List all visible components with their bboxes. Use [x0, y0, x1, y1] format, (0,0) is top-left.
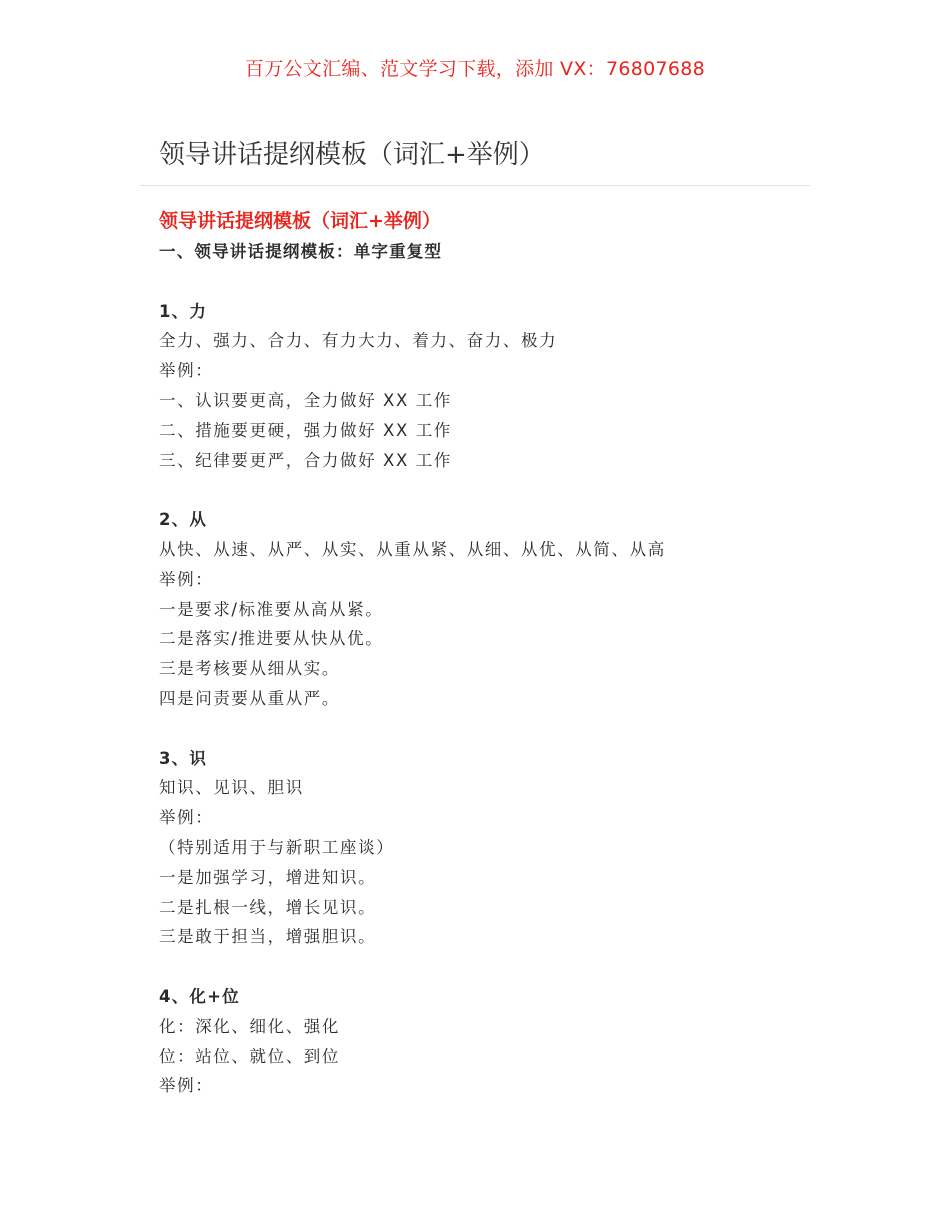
text-line: 二、措施要更硬，强力做好 XX 工作 [159, 420, 452, 440]
text-line: 位：站位、就位、到位 [159, 1046, 340, 1066]
text-line: 三是敢于担当，增强胆识。 [159, 927, 377, 947]
text-line: 一、认识要更高，全力做好 XX 工作 [159, 390, 452, 410]
spacer [159, 267, 779, 297]
title-divider [140, 185, 810, 186]
text-line: 从快、从速、从严、从实、从重从紧、从细、从优、从简、从高 [159, 539, 666, 559]
text-line: 举例： [159, 569, 214, 589]
document-body [159, 205, 779, 1101]
header-banner: 百万公文汇编、范文学习下载，添加 VX：76807688 [244, 58, 706, 80]
text-line: 举例： [159, 361, 214, 381]
text-line: （特别适用于与新职工座谈） [159, 837, 395, 857]
text-line: 化：深化、细化、强化 [159, 1016, 340, 1036]
spacer [159, 952, 779, 982]
item-heading: 3、识 [159, 748, 208, 768]
item-heading: 4、化+位 [159, 986, 240, 1006]
article-subtitle: 领导讲话提纲模板（词汇+举例） [159, 210, 441, 232]
section-heading: 一、领导讲话提纲模板：单字重复型 [159, 242, 443, 261]
text-line: 举例： [159, 1076, 214, 1096]
item-heading: 1、力 [159, 301, 208, 321]
text-line: 三是考核要从细从实。 [159, 659, 340, 679]
text-line: 全力、强力、合力、有力大力、着力、奋力、极力 [159, 331, 558, 351]
text-line: 三、纪律要更严，合力做好 XX 工作 [159, 450, 452, 470]
document-title: 领导讲话提纲模板（词汇+举例） [159, 140, 545, 170]
text-line: 一是加强学习，增进知识。 [159, 867, 377, 887]
text-line: 一是要求/标准要从高从紧。 [159, 599, 384, 619]
item-heading: 2、从 [159, 510, 208, 530]
text-line: 二是扎根一线，增长见识。 [159, 897, 377, 917]
spacer [159, 714, 779, 744]
text-line: 四是问责要从重从严。 [159, 688, 340, 708]
text-line: 二是落实/推进要从快从优。 [159, 629, 384, 649]
spacer [159, 475, 779, 505]
text-line: 举例： [159, 808, 214, 828]
text-line: 知识、见识、胆识 [159, 778, 304, 798]
